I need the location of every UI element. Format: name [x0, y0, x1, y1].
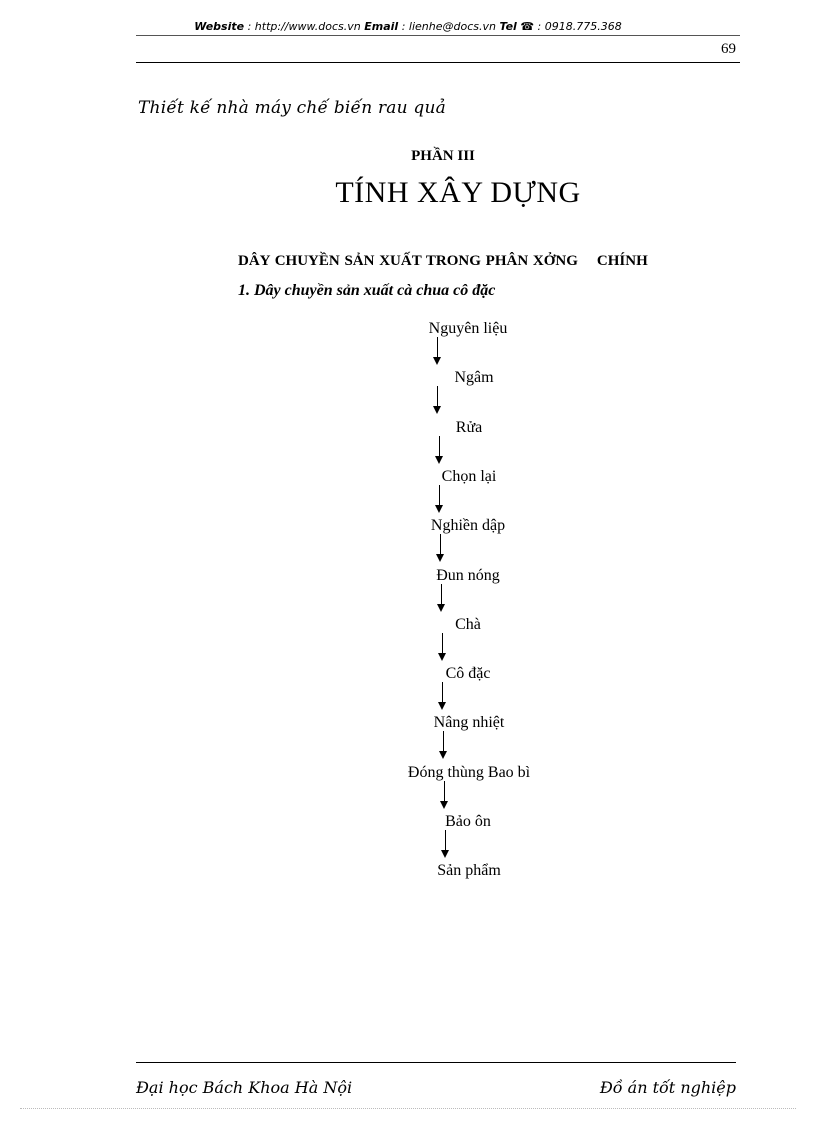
- page-bottom-dotted-line: [20, 1108, 796, 1109]
- flow-arrow-icon: [435, 436, 445, 464]
- website-url[interactable]: : http://www.docs.vn: [244, 20, 365, 33]
- flow-step: Chà: [455, 615, 481, 633]
- email-label: Email: [364, 20, 399, 33]
- flow-arrow-icon: [435, 485, 445, 513]
- flow-step: Nâng nhiệt: [433, 714, 505, 732]
- sub-heading: 1. Dây chuyền sản xuất cà chua cô đặc: [238, 282, 496, 299]
- flow-step: Rửa: [455, 418, 483, 436]
- flow-step: Sản phẩm: [437, 862, 501, 880]
- flow-step: Chọn lại: [441, 467, 497, 485]
- flow-step: Bảo ôn: [445, 813, 491, 830]
- flow-arrow-icon: [439, 731, 449, 759]
- flow-arrow-icon: [436, 534, 446, 562]
- phone-icon: ☎: [520, 20, 535, 33]
- flow-step: Nguyên liệu: [428, 320, 508, 337]
- flow-arrow-icon: [438, 682, 448, 710]
- section-heading: DÂY CHUYỀN SẢN XUẤT TRONG PHÂN XỞNG CHÍNH: [238, 253, 648, 269]
- part-label: PHẦN III: [411, 148, 475, 164]
- flow-step: Cô đặc: [445, 665, 491, 683]
- footer-document-type: Đồ án tốt nghiệp: [599, 1078, 736, 1097]
- flow-step: Nghiền dập: [430, 517, 506, 535]
- footer-university: Đại học Bách Khoa Hà Nội: [136, 1078, 353, 1097]
- flow-arrow-icon: [438, 633, 448, 661]
- email-address[interactable]: : lienhe@docs.vn: [398, 20, 500, 33]
- website-label: Website: [194, 20, 245, 33]
- tel-label: Tel: [499, 20, 517, 33]
- flow-arrow-icon: [437, 584, 447, 612]
- flow-arrow-icon: [440, 781, 450, 809]
- flow-arrow-icon: [441, 830, 451, 858]
- flow-arrow-icon: [433, 386, 443, 414]
- flow-step: Ngâm: [454, 369, 494, 387]
- running-title: Thiết kế nhà máy chế biến rau quả: [138, 98, 446, 118]
- flow-step: Đóng thùng Bao bì: [407, 763, 531, 781]
- part-title: TÍNH XÂY DỰNG: [335, 176, 581, 209]
- page-number: 69: [721, 41, 736, 57]
- tel-number: : 0918.775.368: [534, 20, 622, 33]
- footer-rule: [136, 1062, 736, 1063]
- flow-arrow-icon: [433, 337, 443, 365]
- flow-step: Đun nóng: [436, 566, 500, 584]
